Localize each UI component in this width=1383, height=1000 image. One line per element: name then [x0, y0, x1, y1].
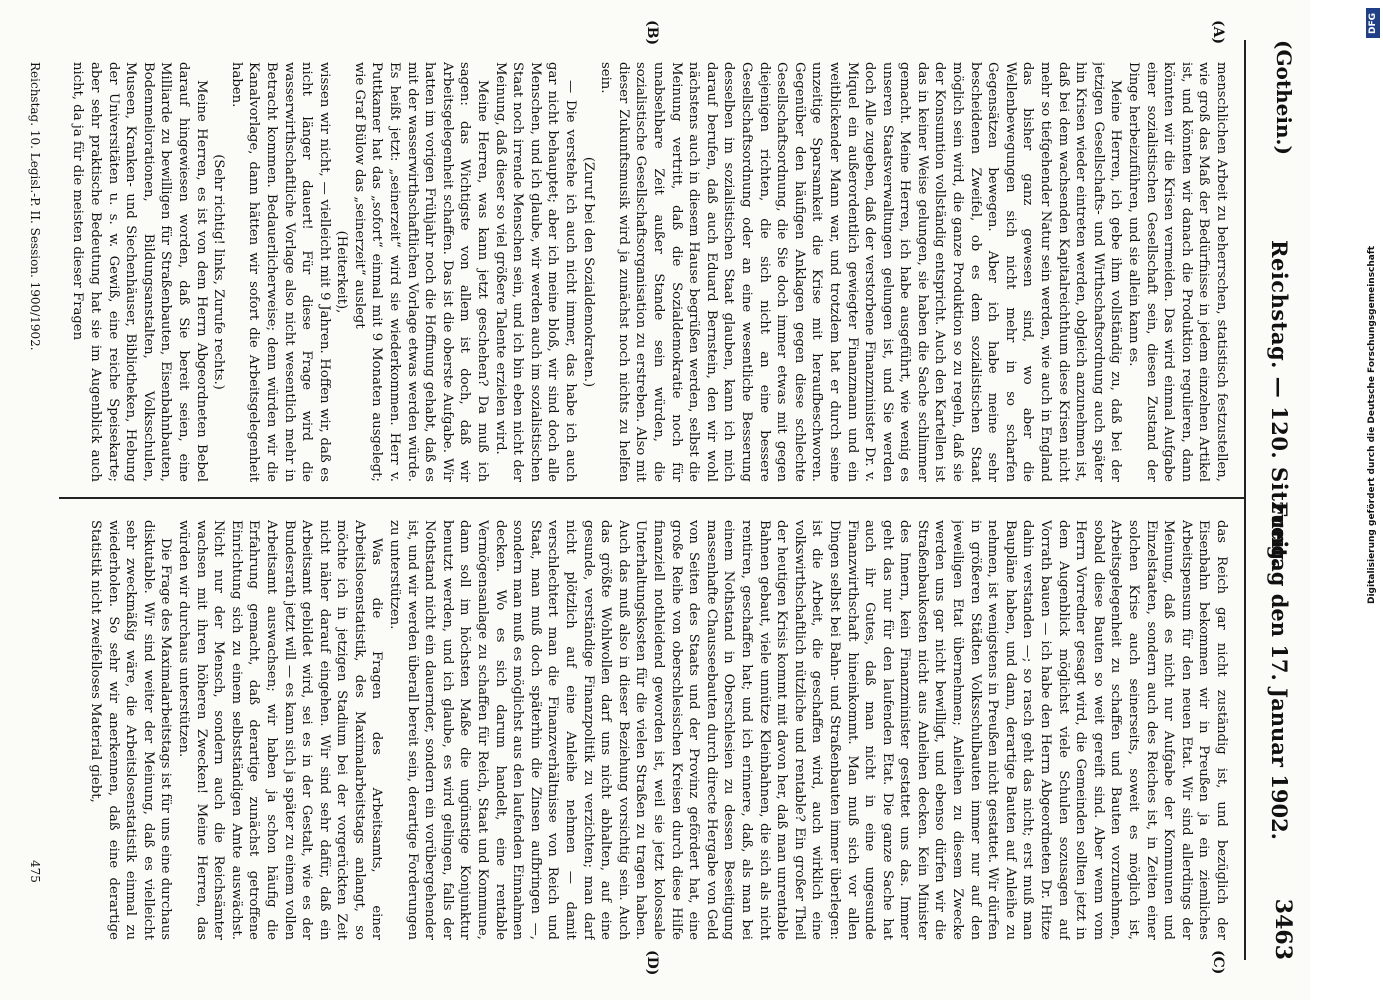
- paragraph: Meine Herren, was kann jetzt geschehen? Da muß ich sagen: das Wichtigste von allem ist doch, daß wir Arbeitsgelegenheit schaffen. Das ist die oberste Aufgabe. Wir hatten im vorigen Frühjahr noch die Hoffnung gehabt, daß es mit der wasserwirthschaftlichen Vorlage etwas werden würde. Es heißt jetzt: „seinerzeit“ wird sie wiederkommen. Herr v. Puttkamer hat das „sofort“ einmal mit 9 Monaten ausgelegt; wie Graf Bülow das „seinerzeit“ auslegt: [351, 62, 491, 482]
- paragraph: menschlichen Arbeit zu beherrschen, statistisch festzustellen, wie groß das Maß der Bedürfnisse in jedem einzelnen Artikel ist, und könnten wir danach die Produktion regulieren, dann könnten wir die Krisen vermeiden. Das wird einmal Aufgabe einer sozialistischen Gesellschaft sein, diesen Zustand der Dinge herbeizuführen, und sie allein kann es.: [1126, 62, 1229, 482]
- margin-mark-a: (A): [1210, 20, 1226, 45]
- paragraph: — Die verstehe ich auch nicht immer, das habe ich auch gar nicht behauptet; aber ich meine bloß, wir sind doch alle Menschen, und ich glaube, wir werden auch im sozialistischen Staat noch irrende Menschen sein, und ich bin eben nicht der Meinung, daß dieser so viel größere Talente erzielen wird.: [492, 62, 579, 482]
- left-column: [60, 62, 1230, 482]
- interjection: (Heiterkeit),: [334, 230, 350, 314]
- page-number: 3463: [1270, 898, 1296, 960]
- speaker-label: (Gothein.): [1272, 40, 1296, 155]
- session-title: Reichstag. — 120. Sitzung.: [1267, 240, 1292, 569]
- margin-mark-c: (C): [1210, 950, 1226, 975]
- margin-mark-d: (D): [644, 950, 660, 976]
- paragraph: wissen wir nicht, — vielleicht mit 9 Jahren. Hoffen wir, daß es nicht länger dauert! Für diese Frage wird die wasserwirthschaftliche Vorlage also nicht wesentlich mehr in Betracht kommen. Bedauerlicherweise; denn würden wir die Kanalvorlage, dann hätten wir sofort die Arbeitsgelegenheit haben.: [228, 62, 332, 482]
- page-header: [1244, 40, 1310, 960]
- paragraph: Die Frage des Maximalarbeitstags ist für uns eine durchaus diskutable. Wir sind weiter der Meinung, daß es vielleicht sehr zweckmäßig wäre, die Arbeitslosenstatistik einmal zu wiederholen. So sehr wir anerkennen, daß eine derartige Statistik nicht zweifelloses Material giebt,: [88, 520, 174, 940]
- column-divider: [59, 497, 1244, 499]
- paragraph: Was die Fragen des Arbeitsamts, einer Arbeitslosenstatistik, des Maximalarbeitstags anlangt, so möchte ich in jetzigen Stadium bei der vorgerückten Zeit nicht näher darauf eingehen. Wir sind sehr dafür, daß ein Arbeitsamt gebildet wird, sei es in der Gestalt, wie es der Bundesrath jetzt will — es kann sich ja später zu einem vollen Arbeitsamt auswachsen; wir haben ja schon häufig die Erfahrung gemacht, daß derartige zunächst getroffene Einrichtung sich zu einem selbstständigen Amte auswächst. Nicht nur der Mensch, sondern auch die Reichsämter wachsen mit ihren höheren Zwecken! Meine Herren, das würden wir durchaus unterstützen.: [175, 520, 385, 940]
- paragraph: Meine Herren, ich gebe ihm vollständig zu, daß bei der jetzigen Gesellschafts- und Wirthschaftsordnung auch später hin Krisen wieder eintreten werden, obgleich anzunehmen ist, daß bei dem wachsenden Kapitalreichthum diese Krisen nicht mehr so tiefgehender Natur sein werden, wie auch in England das bisher ganz gewesen sind, wo aber die Wellenbewegungen sich nicht mehr in so scharfen Gegensätzen bewegen. Aber ich habe meine sehr bescheidenen Zweifel, ob es dem sozialistischen Staat möglich sein wird, die ganze Produktion so zu regeln, daß sie der Konsumtion vollständig entspricht. Auch den Kartellen ist das in keiner Weise gelungen, sie haben die Sache schlimmer gemacht. Meine Herren, ich habe ausgeführt, wie wenig es unseren Staatsverwaltungen gelungen ist, und Sie werden doch Alle zugeben, daß der verstorbene Finanzminister Dr. v. Miquel ein außerordentlich gewiegter Finanzmann und ein weitblickender Mann war, und trotzdem hat er durch seine unzeitige Sparsamkeit die Krise mit heraufbeschworen. Gegenüber den häufigen Anklagen gegen diese schlechte Gesellschaftsordnung, die Sie doch immer etwas mit gegen diejenigen richten, die sich nicht an eine bessere Gesellschaftsordnung oder an eine wesentliche Besserung desselben im sozialistischen Staat glauben, kann ich mich darauf berufen, daß auch Eduard Bernstein, den wir wohl nächstens auch in diesem Hause begrüßen werden, selbst die Meinung vertritt, daß die Sozialdemokratie noch für unabsehbare Zeit außer Stande sein würden, die sozialistische Gesellschaftsorganisation zu erstreben. Also mit dieser Zukunftsmusik wird ja zunächst noch nichts zu helfen sein.: [598, 62, 1124, 482]
- paragraph: Meine Herren, es ist von dem Herrn Abgeordneten Bebel darauf hingewiesen worden, daß Sie bereit seien, eine Milliarde zu bewilligen für Straßenbauten, Eisenbahnbauten, Bodenmeliorationen, Bildungsanstalten, Volksschulen, Museen, Kranken- und Siechenhäuser, Bibliotheken, Hebung der Universitäten u. s. w. Gewiß, eine reiche Speisekarte; aber sehr praktische Bedeutung hat sie im Augenblick auch nicht, da ja für die meisten dieser Fragen: [70, 62, 209, 482]
- digitization-note: Digitalisierung gefördert durch die Deutsche Forschungsgemeinschaft: [1367, 245, 1377, 604]
- footer-number: 475: [28, 860, 42, 883]
- footer-citation: Reichstag. 10. Legisl.-P. II. Session. 1900/1902.: [28, 62, 42, 351]
- interjection: (Zuruf bei den Sozialdemokraten.): [580, 156, 596, 388]
- date-title: Freitag den 17. Januar 1902.: [1267, 501, 1292, 840]
- interjection: (Sehr richtig! links, Zurufe rechts.): [211, 154, 227, 390]
- dfg-logo-icon: DFG: [1366, 8, 1380, 38]
- margin-mark-b: (B): [644, 20, 660, 46]
- paragraph: das Reich gar nicht zuständig ist, und bezüglich der Eisenbahn bekommen wir in Preußen ja ein ziemliches Arbeitspensum für den neuen Etat. Wir sind allerdings der Meinung, daß es nicht nur Aufgabe der Kommunen und Einzelstaaten, sondern auch des Reiches ist, in Zeiten einer solchen Krise auch seinerseits, soweit es möglich ist, Arbeitsgelegenheit zu schaffen und Bauten vorzunehmen, sobald diese Bauten so weit gereift sind. Aber wenn vom Herrn Vorredner gesagt wird, die Gemeinden sollten jetzt in dem Augenblick möglichst viele Schulen sozusagen auf Vorrath bauen — ich habe den Herrn Abgeordneten Dr. Hitze dahin verstanden —; so rasch geht das nicht; erst muß man Baupläne haben, und dann, derartige Bauten auf Anleihe zu nehmen, ist wenigstens in Preußen nicht gestattet. Wir dürfen in größeren Städten Volksschulbauten immer nur auf den jeweiligen Etat übernehmen; Anleihen zu diesem Zwecke werden uns gar nicht bewilligt, und ebenso dürfen wir die Straßenbaukosten nicht aus Anleihen decken. Kein Minister des Innern, kein Finanzminister gestattet uns das. Immer geht das nur für den laufenden Etat. Die ganze Sache hat auch ihr Gutes, daß man nicht in eine ungesunde Finanzwirthschaft hineinkommt. Man muß sich vor allen Dingen selbst bei Bahn- und Straßenbauten immer überlegen: ist die Arbeit, die geschaffen wird, auch wirklich eine volkswirthschaftlich nützliche und rentable? Ein großer Theil der heutigen Krisis kommt mit davon her, daß man unrentable Bahnen gebaut, viele unnütze Kleinbahnen, die sich als nicht rentiren, geschaffen hat; und ich erinnere, daß, als man bei einem Nothstand in Oberschlesien zu dessen Beseitigung massenhafte Chausseebauten durch directe Hergabe von Geld von Seiten des Staats und der Provinz gefördert hat, eine große Reihe von oberschlesischen Kreisen durch diese Hilfe finanziell nothleidend geworden ist, weil sie jetzt kolossale Unterhaltungskosten für die vielen Straßen zu tragen haben. Auch das muß also in dieser Beziehung vorsichtig sein. Auch das größte Wohlwollen darf uns nicht abhalten, auf eine gesunde, verständige Finanzpolitik zu verzichten; man darf nicht plötzlich auf eine Anleihe nehmen — damit verschlechtert man die Finanzverhältnisse von Reich und Staat, man muß doch späterhin die Zinsen aufbringen —, sondern man muß es möglichst aus den laufenden Einnahmen decken. Wo es sich darum handelt, eine rentable Vermögensanlage zu schaffen für Reich, Staat und Kommune, dann soll im höchsten Maße die ungünstige Konjunktur benutzt werden, und ich glaube, es wird gelingen, falls der Nothstand nicht ein dauernder, sondern ein vorübergehender ist, und wir werden überall bereit sein, derartige Forderungen zu unterstützen.: [387, 520, 1229, 940]
- right-column: [60, 520, 1230, 940]
